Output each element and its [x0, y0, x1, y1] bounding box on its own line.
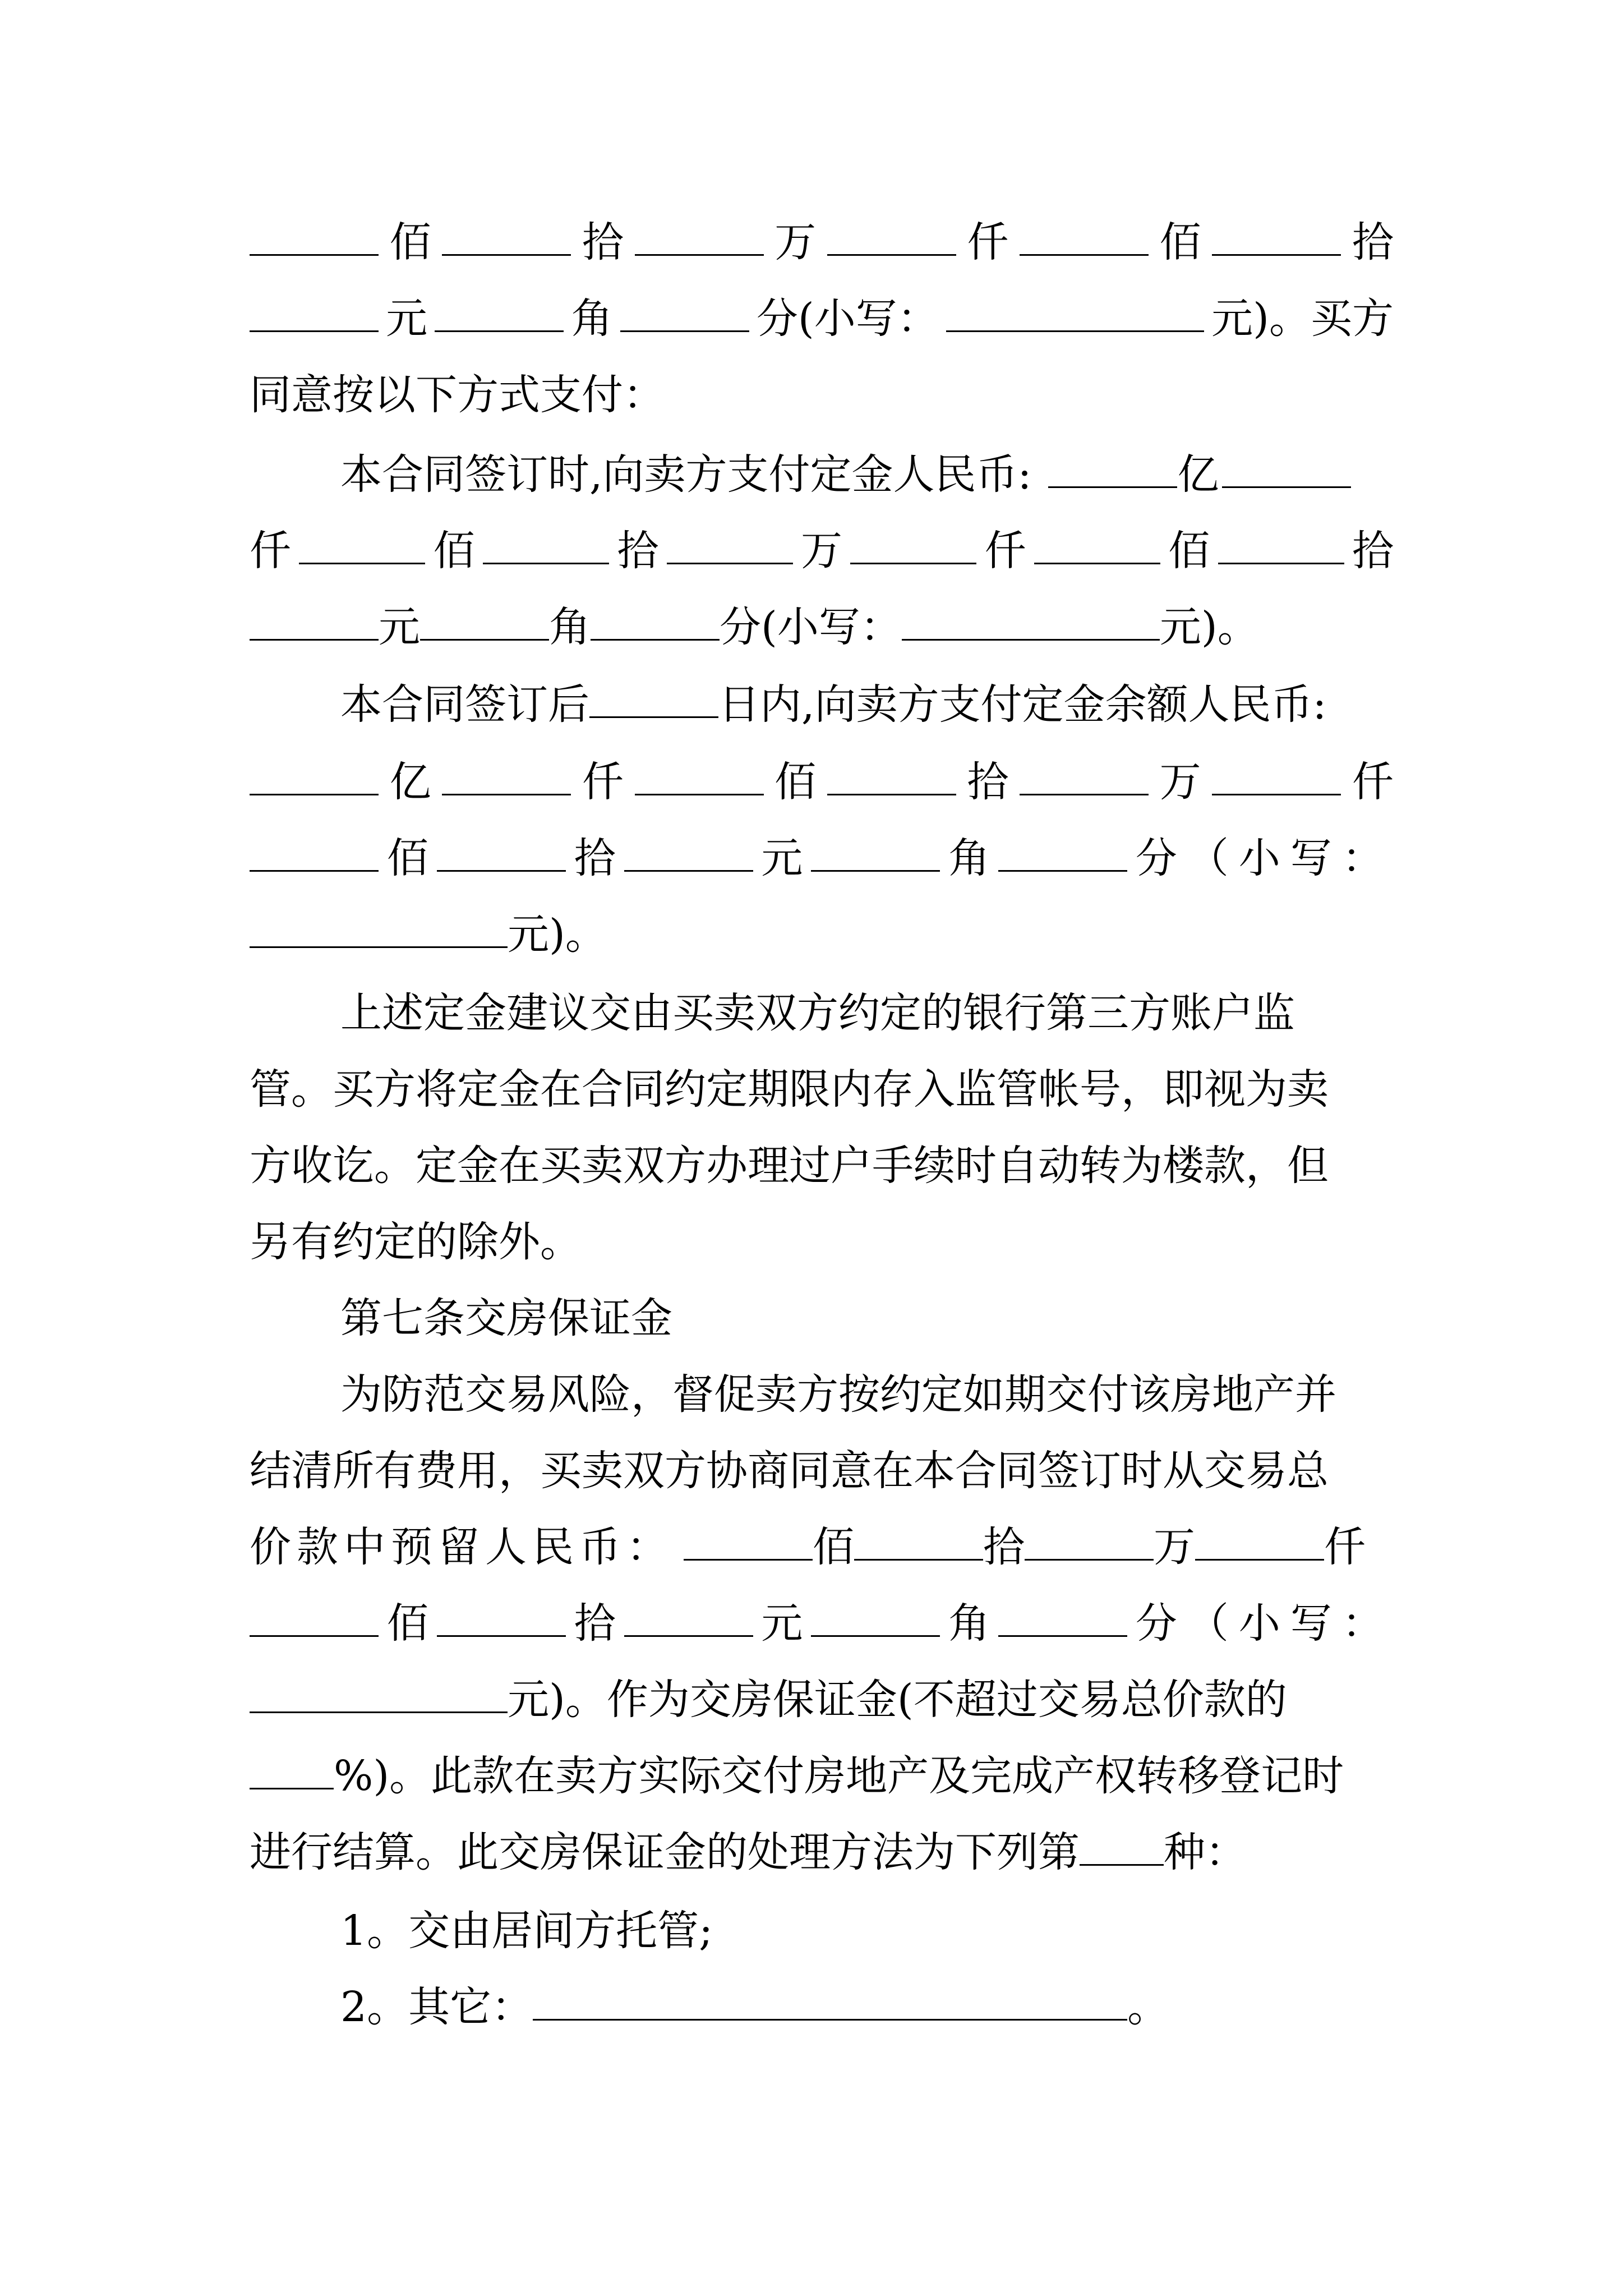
unit-text: 角 [948, 1599, 990, 1648]
document-page [250, 0, 1394, 2296]
option-item-1 [250, 1903, 1484, 1959]
unit-text: 佰 [813, 1523, 854, 1571]
blank-field [827, 220, 956, 256]
unit-text: 佰 [386, 1599, 428, 1648]
contract-line-3 [250, 367, 1394, 423]
paragraph-text: 日内,向卖方支付定金余额人民币: [718, 680, 1327, 729]
blank-field [250, 220, 379, 256]
blank-field [620, 297, 749, 332]
contract-line-17 [250, 1443, 1394, 1499]
blank-field [667, 529, 793, 564]
contract-line-13 [250, 1138, 1394, 1194]
blank-field [827, 760, 956, 795]
blank-field [250, 297, 379, 332]
paragraph-text: 方收讫。定金在买卖双方办理过户手续时自动转为楼款，但 [250, 1142, 1329, 1190]
unit-text: 万 [1154, 1523, 1195, 1571]
paragraph-text: 元)。作为交房保证金(不超过交易总价款的 [508, 1676, 1287, 1724]
blank-field [946, 297, 1204, 332]
unit-text: 元 [379, 603, 420, 651]
unit-text: 元)。 [1159, 603, 1259, 651]
unit-text: 佰 [1159, 218, 1201, 266]
blank-field [1034, 529, 1160, 564]
blank-field [902, 605, 1160, 641]
blank-field [811, 1602, 940, 1637]
unit-text: 元 [761, 1599, 803, 1648]
paragraph-text: 种： [1164, 1828, 1247, 1876]
paragraph-text: 价款中预留人民币： [250, 1523, 674, 1571]
contract-line-5 [250, 523, 1394, 579]
unit-text: 仟 [967, 218, 1009, 266]
paragraph-text: 本合同签订后 [340, 680, 589, 729]
blank-field [998, 1602, 1127, 1637]
unit-text: 角 [571, 295, 613, 343]
contract-line-2 [250, 291, 1394, 347]
paragraph-text: 同意按以下方式支付： [250, 371, 665, 419]
unit-text: 拾 [574, 1599, 616, 1648]
unit-text: 仟 [984, 527, 1026, 575]
contract-line-11 [250, 985, 1484, 1041]
blank-field [854, 1525, 983, 1561]
paragraph-text: 管。买方将定金在合同约定期限内存入监管帐号，即视为卖 [250, 1065, 1329, 1114]
blank-field [1212, 760, 1341, 795]
paragraph-text: 结清所有费用，买卖双方协商同意在本合同签订时从交易总 [250, 1447, 1329, 1495]
unit-text: 分(小写： [756, 295, 939, 343]
unit-text: 拾 [1352, 527, 1394, 575]
paragraph-text: 。 [1127, 1983, 1169, 2031]
contract-line-6 [250, 599, 1394, 655]
contract-line-1 [250, 214, 1394, 270]
blank-field [437, 836, 566, 872]
blank-field [442, 220, 571, 256]
blank-field [635, 760, 764, 795]
unit-text: 亿 [1177, 450, 1219, 499]
contract-line-16 [250, 1366, 1484, 1423]
blank-field [250, 1602, 379, 1637]
contract-line-21 [250, 1748, 1394, 1804]
unit-text: 拾 [617, 527, 659, 575]
option-item-2 [250, 1979, 1484, 2035]
unit-text: 仟 [1324, 1523, 1366, 1571]
contract-line-20 [250, 1672, 1394, 1728]
unit-text: 佰 [389, 218, 431, 266]
blank-field [589, 683, 718, 718]
paragraph-text: 进行结算。此交房保证金的处理方法为下列第 [250, 1828, 1080, 1876]
unit-text: 亿 [389, 758, 431, 806]
contract-line-8 [250, 754, 1394, 810]
blank-field [250, 605, 379, 641]
blank-field [250, 836, 379, 872]
blank-field [635, 220, 764, 256]
unit-text: 佰 [433, 527, 475, 575]
unit-text: 元)。买方 [1211, 295, 1394, 343]
contract-line-12 [250, 1061, 1394, 1117]
blank-field [435, 297, 564, 332]
blank-field [250, 1754, 334, 1789]
unit-text: 角 [549, 603, 591, 651]
unit-text: 仟 [1352, 758, 1394, 806]
paragraph-text: 1。交由居间方托管; [340, 1907, 713, 1955]
unit-text: 佰 [774, 758, 817, 806]
blank-field [1020, 220, 1149, 256]
unit-text: 万 [1159, 758, 1201, 806]
unit-text: 仟 [250, 527, 291, 575]
blank-field [850, 529, 976, 564]
unit-text: 万 [774, 218, 817, 266]
contract-line-18 [250, 1519, 1394, 1575]
blank-field [684, 1525, 813, 1561]
unit-text: 元 [386, 295, 428, 343]
unit-text: 拾 [582, 218, 624, 266]
unit-text: 拾 [983, 1523, 1025, 1571]
contract-line-9 [250, 830, 1394, 886]
blank-field [1222, 453, 1351, 488]
section-title: 第七条交房保证金 [340, 1294, 672, 1342]
unit-text: 佰 [386, 834, 428, 882]
blank-field [437, 1602, 566, 1637]
contract-line-7 [250, 677, 1484, 733]
paragraph-text: %)。此款在卖方实际交付房地产及完成产权转移登记时 [334, 1752, 1344, 1800]
blank-field [250, 913, 508, 948]
blank-field [533, 1985, 1127, 2021]
blank-field [624, 836, 753, 872]
paragraph-text: 2。其它： [340, 1983, 533, 2031]
unit-text: 元)。 [508, 910, 607, 959]
contract-line-10 [250, 907, 1394, 963]
unit-text: 元 [761, 834, 803, 882]
unit-text: 万 [800, 527, 842, 575]
blank-field [250, 760, 379, 795]
blank-field [811, 836, 940, 872]
paragraph-text: 为防范交易风险，督促卖方按约定如期交付该房地产并 [340, 1370, 1336, 1419]
blank-field [624, 1602, 753, 1637]
blank-field [1080, 1830, 1164, 1866]
blank-field [1048, 453, 1177, 488]
contract-line-4 [250, 447, 1484, 503]
unit-text: 仟 [582, 758, 624, 806]
blank-field [299, 529, 425, 564]
contract-line-22 [250, 1824, 1394, 1880]
unit-text: 佰 [1168, 527, 1210, 575]
unit-text: 拾 [1352, 218, 1394, 266]
section-heading [250, 1290, 1484, 1346]
blank-field [420, 605, 549, 641]
unit-text: 分（小写： [1135, 834, 1394, 882]
blank-field [1218, 529, 1344, 564]
unit-text: 拾 [967, 758, 1009, 806]
blank-field [1020, 760, 1149, 795]
blank-field [1212, 220, 1341, 256]
paragraph-text: 本合同签订时,向卖方支付定金人民币: [340, 450, 1032, 499]
contract-line-19 [250, 1595, 1394, 1651]
blank-field [998, 836, 1127, 872]
unit-text: 拾 [574, 834, 616, 882]
blank-field [1195, 1525, 1324, 1561]
blank-field [591, 605, 720, 641]
unit-text: 角 [948, 834, 990, 882]
blank-field [483, 529, 609, 564]
unit-text: 分（小写： [1135, 1599, 1394, 1648]
paragraph-text: 另有约定的除外。 [250, 1218, 582, 1266]
contract-line-14 [250, 1214, 1394, 1270]
blank-field [1025, 1525, 1154, 1561]
blank-field [250, 1678, 508, 1713]
unit-text: 分(小写： [720, 603, 902, 651]
paragraph-text: 上述定金建议交由买卖双方约定的银行第三方账户监 [340, 989, 1295, 1037]
blank-field [442, 760, 571, 795]
